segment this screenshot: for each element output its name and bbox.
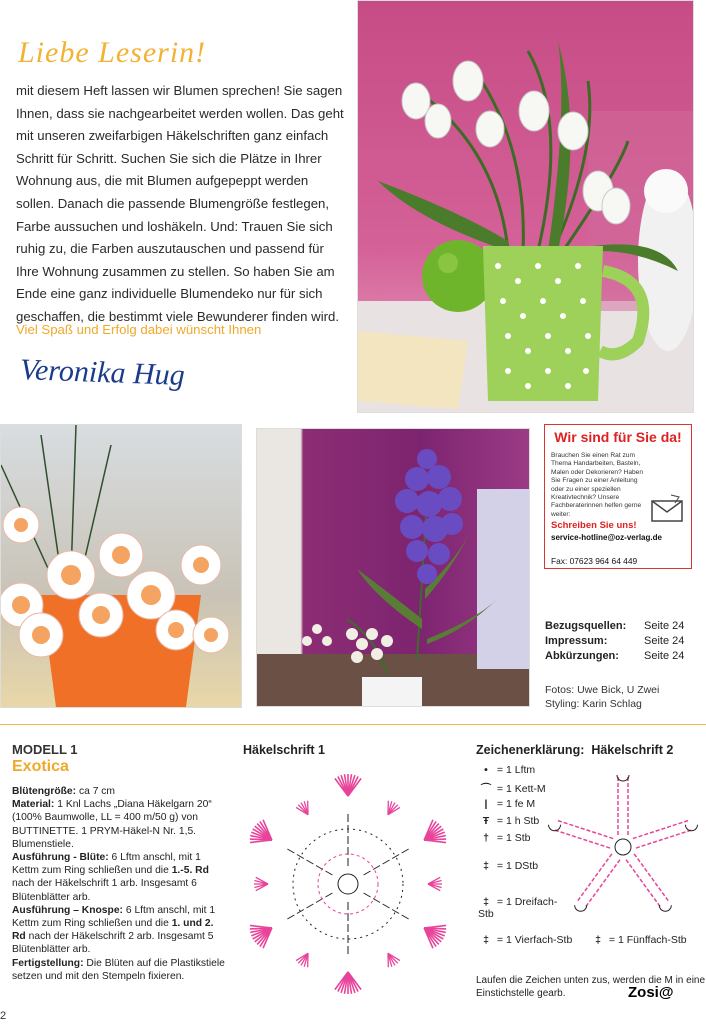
legend-symbol: ‡ xyxy=(483,896,489,908)
chart2-stitch xyxy=(589,898,591,901)
chart2-stitch xyxy=(600,884,602,887)
chart2-stitch xyxy=(606,859,608,862)
model-name: Exotica xyxy=(12,758,69,775)
legend-symbol: ⌒ xyxy=(480,783,492,795)
legend-text: = 1 DStb xyxy=(496,860,539,872)
reference-page: Seite 24 xyxy=(644,635,685,647)
legend-item xyxy=(478,781,546,796)
crochet-chart-2 xyxy=(548,762,698,932)
chart1-stitch xyxy=(306,860,313,864)
section-divider xyxy=(0,724,706,725)
legend-item xyxy=(478,832,531,844)
chart2-stitch xyxy=(659,888,661,891)
chart2-stitch xyxy=(607,874,609,877)
chart2-stitch xyxy=(664,838,668,839)
reference-label: Impressum: xyxy=(545,635,608,647)
chart2-stitch xyxy=(676,834,680,835)
chart2-stitch xyxy=(592,832,596,833)
chart1-stitch xyxy=(373,899,380,903)
legend-title-text: Zeichenerklärung: xyxy=(476,743,585,757)
model-instructions xyxy=(12,785,230,983)
chart2-stitch xyxy=(684,821,688,822)
legend-item xyxy=(478,815,539,827)
bud-text: 6 Lftm anschl, mit 1 Kettm zum Ring schließen und die xyxy=(12,904,216,930)
chart2-stitch xyxy=(592,878,594,881)
chart2-stitch xyxy=(611,869,613,872)
chart2-stitch xyxy=(670,836,674,837)
chart2-stitch xyxy=(630,865,632,868)
chart2-stitch xyxy=(626,860,628,863)
crochet-chart-1 xyxy=(237,758,459,1010)
size-value: ca 7 cm xyxy=(78,786,116,797)
chart2-stitch xyxy=(633,837,637,838)
chart2-stitch xyxy=(673,824,677,825)
chart2-stitch xyxy=(564,822,568,823)
chart2-stitch xyxy=(659,905,671,911)
chart1-stitch xyxy=(306,904,313,908)
legend-text: = 1 Fünffach-Stb xyxy=(608,934,687,946)
legend-text: = 1 Lftm xyxy=(496,764,536,776)
chart2-stitch xyxy=(617,775,629,781)
legend-item xyxy=(590,934,687,946)
fax-number: Fax: 07623 964 64 449 xyxy=(551,556,638,566)
intro-text: mit diesem Heft lassen wir Blumen sprechen! Sie sagen Ihnen, dass sie nachgearbeitet werden wollen. Das geht mit unseren zweifarbigen Häkelschriften ganz einfach Schritt für Schritt. Suchen Sie sich die Plätze in Ihrer Wohnung aus, die mit Blumen aufgepeppt werden sollen. Danach die passende Blumengröße festlegen, Farbe aussuchen und loshäkeln. Und: Trauen Sie sich ruhig zu, die Farben auszutauschen und passend für Ihre Wohnung zusammen zu stellen. So haben Sie am Ende eine ganz individuelle Blumendeko nur für sich geschaffen, die bestimmt viele Bewunderer finden wird. xyxy=(16,83,344,324)
chart2-stitch xyxy=(682,832,686,833)
bloom-rounds: 1.-5. Rd xyxy=(171,865,209,877)
chart2-stitch xyxy=(636,847,640,848)
chart2-stitch xyxy=(581,893,583,896)
chart2-stitch xyxy=(581,828,585,829)
chart1-stitch xyxy=(287,915,294,919)
chart2-stitch xyxy=(595,843,599,844)
legend-title xyxy=(476,743,673,757)
chart1-stitch xyxy=(392,855,399,859)
envelope-icon xyxy=(649,493,685,525)
legend-symbol: ‡ xyxy=(595,934,601,946)
legend-symbol: † xyxy=(483,832,489,844)
chart2-title: Häkelschrift 2 xyxy=(591,743,674,757)
chart1-stitch xyxy=(383,904,390,908)
legend-text: = 1 h Stb xyxy=(496,815,540,827)
chart2-stitch xyxy=(652,878,654,881)
chart2-stitch xyxy=(566,834,570,835)
chart2-stitch xyxy=(644,884,646,887)
chart2-stitch xyxy=(644,834,648,835)
chart1-stitch xyxy=(250,925,272,928)
chart1-stitch xyxy=(402,915,409,919)
chart2-stitch xyxy=(647,889,649,892)
chart1-stitch xyxy=(325,871,332,875)
chart2-stitch xyxy=(647,843,651,844)
legend-text: = 1 Stb xyxy=(496,832,531,844)
bloom-text: 6 Lftm anschl, mit 1 Kettm zum Ring schließen und die xyxy=(12,852,201,877)
chart2-stitch xyxy=(659,839,663,840)
photo-credits xyxy=(545,683,659,711)
chart1-stitch xyxy=(325,893,332,897)
chart2-stitch xyxy=(640,879,642,882)
page-number: 2 xyxy=(0,1010,7,1022)
chart2-stitch xyxy=(609,837,613,838)
chart2-stitch xyxy=(645,868,647,871)
chart2-stitch xyxy=(572,836,576,837)
chart1-stitch xyxy=(287,849,294,853)
legend-item xyxy=(478,896,558,920)
chart1-stitch xyxy=(424,840,446,843)
chart2-stitch xyxy=(569,824,573,825)
material-value: 1 Knl Lachs „Diana Häkelgarn 20“ (100% Baumwolle, LL = 400 m/50 g) von BUTTINETTE. 1 PRYM-Häkel-N Nr. 1,5. Blumenstiele. xyxy=(12,799,212,850)
info-box-text: Brauchen Sie einen Rat zum Thema Handarbeiten, Basteln, Malen oder Dekorieren? Haben Sie Fragen zu einer Anleitung oder zu einer speziellen Kreativtechnik? Unsere Fachberaterinnen helfen gerne weiter: xyxy=(551,452,644,518)
chart2-stitch xyxy=(602,863,604,866)
chart1-stitch xyxy=(297,910,304,914)
size-label: Blütengröße: xyxy=(12,786,77,797)
legend-note: Laufen die Zeichen unten zus, werden die M in eine Einstichstelle gearb. xyxy=(476,975,706,999)
chart2-stitch xyxy=(685,825,697,831)
chart2-stitch xyxy=(610,854,612,857)
legend-item xyxy=(478,798,535,810)
info-box-title: Wir sind für Sie da! xyxy=(554,429,682,445)
legend-item xyxy=(478,764,535,776)
legend-item xyxy=(478,934,572,946)
greeting-heading: Liebe Leserin! xyxy=(18,36,207,69)
legend-symbol: | xyxy=(484,798,488,810)
chart2-stitch xyxy=(596,889,598,892)
watermark: Zosi@ xyxy=(628,984,674,1001)
chart2-stitch xyxy=(598,834,602,835)
reference-page: Seite 24 xyxy=(644,650,685,662)
model-label: MODELL 1 xyxy=(12,742,78,757)
chart2-stitch xyxy=(661,828,665,829)
chart2-stitch xyxy=(618,860,620,863)
chart2-stitch xyxy=(588,883,590,886)
chart2-stitch xyxy=(599,868,601,871)
photo-credit-line: Fotos: Uwe Bick, U Zwei xyxy=(545,684,660,696)
bud-text-2: nach der Häkelschrift 2 arb. Insgesamt 5 Blütenblätter arb. xyxy=(12,931,214,956)
reference-label: Bezugsquellen: xyxy=(545,620,627,632)
chart2-stitch xyxy=(642,845,646,846)
legend-symbol: Ŧ xyxy=(482,815,490,827)
chart2-stitch xyxy=(638,859,640,862)
material-label: Material: xyxy=(12,799,55,811)
chart2-stitch xyxy=(654,898,656,901)
chart2-stitch xyxy=(648,873,650,876)
write-us-label: Schreiben Sie uns! xyxy=(551,520,637,531)
legend-symbol: ‡ xyxy=(483,934,489,946)
legend-symbol: ‡ xyxy=(483,860,489,872)
chart1-stitch xyxy=(402,849,409,853)
chart2-stitch xyxy=(639,835,643,836)
legend-text: = 1 Kett-M xyxy=(496,783,546,795)
chart2-stitch xyxy=(666,897,668,900)
chart2-stitch xyxy=(679,822,683,823)
chart2-stitch xyxy=(667,826,671,827)
chart2-stitch xyxy=(601,845,605,846)
bloom-text-2: nach der Häkelschrift 1 arb. Insgesamt 6 Blütenblätter arb. xyxy=(12,878,197,903)
chart2-stitch xyxy=(558,821,562,822)
bloom-label: Ausführung - Blüte: xyxy=(12,852,109,864)
hotline-email[interactable]: service-hotline@oz-verlag.de xyxy=(551,533,662,542)
photo-exotica-pot xyxy=(0,424,242,708)
chart2-stitch xyxy=(651,894,653,897)
chart2-stitch xyxy=(662,893,664,896)
chart2-stitch xyxy=(637,874,639,877)
chart2-stitch xyxy=(604,835,608,836)
bud-rounds: 1. und 2. Rd xyxy=(12,918,214,943)
legend-item xyxy=(478,860,538,872)
chart1-stitch xyxy=(383,860,390,864)
chart2-stitch xyxy=(578,897,580,900)
chart1-stitch xyxy=(364,871,371,875)
info-box xyxy=(544,424,692,569)
chart2-stitch xyxy=(656,830,660,831)
legend-symbol: • xyxy=(484,764,488,776)
reference-label: Abkürzungen: xyxy=(545,650,619,662)
styling-credit-line: Styling: Karin Schlag xyxy=(545,698,642,710)
chart2-stitch xyxy=(589,841,593,842)
finish-label: Fertigstellung: xyxy=(12,957,84,969)
signature: Veronika Hug xyxy=(19,353,186,392)
bud-label: Ausführung – Knospe: xyxy=(12,904,123,916)
chart2-stitch xyxy=(604,879,606,882)
closing-line: Viel Spaß und Erfolg dabei wünscht Ihnen xyxy=(16,322,262,337)
chart1-stitch xyxy=(373,866,380,870)
chart2-stitch xyxy=(614,865,616,868)
photo-snowdrops-jug xyxy=(357,0,694,413)
chart2-stitch xyxy=(653,841,657,842)
chart2-stitch xyxy=(641,863,643,866)
chart1-title: Häkelschrift 1 xyxy=(243,743,325,757)
chart2-stitch xyxy=(650,832,654,833)
chart1-stitch xyxy=(297,855,304,859)
legend-text: = 1 fe M xyxy=(496,798,536,810)
chart2-stitch xyxy=(587,830,591,831)
chart2-stitch xyxy=(578,838,582,839)
chart2-stitch xyxy=(593,894,595,897)
chart1-stitch xyxy=(364,893,371,897)
finish-value: Die Blüten auf die Plastikstiele setzen und mit den Stempeln fixieren. xyxy=(12,957,225,982)
chart2-stitch xyxy=(633,869,635,872)
chart2-stitch xyxy=(575,905,587,911)
chart2-stitch xyxy=(634,854,636,857)
chart2-stitch xyxy=(655,883,657,886)
chart2-stitch xyxy=(606,847,610,848)
chart2-stitch xyxy=(595,873,597,876)
reference-page: Seite 24 xyxy=(644,620,685,632)
chart2-stitch xyxy=(549,825,561,831)
chart2-stitch xyxy=(585,888,587,891)
chart1-stitch xyxy=(392,910,399,914)
chart2-stitch xyxy=(583,839,587,840)
chart2-stitch xyxy=(575,826,579,827)
photo-lilac xyxy=(256,428,530,707)
legend-text: = 1 Vierfach-Stb xyxy=(496,934,573,946)
legend-text: = 1 Dreifach-Stb xyxy=(478,896,558,920)
chart2-stitch xyxy=(561,832,565,833)
